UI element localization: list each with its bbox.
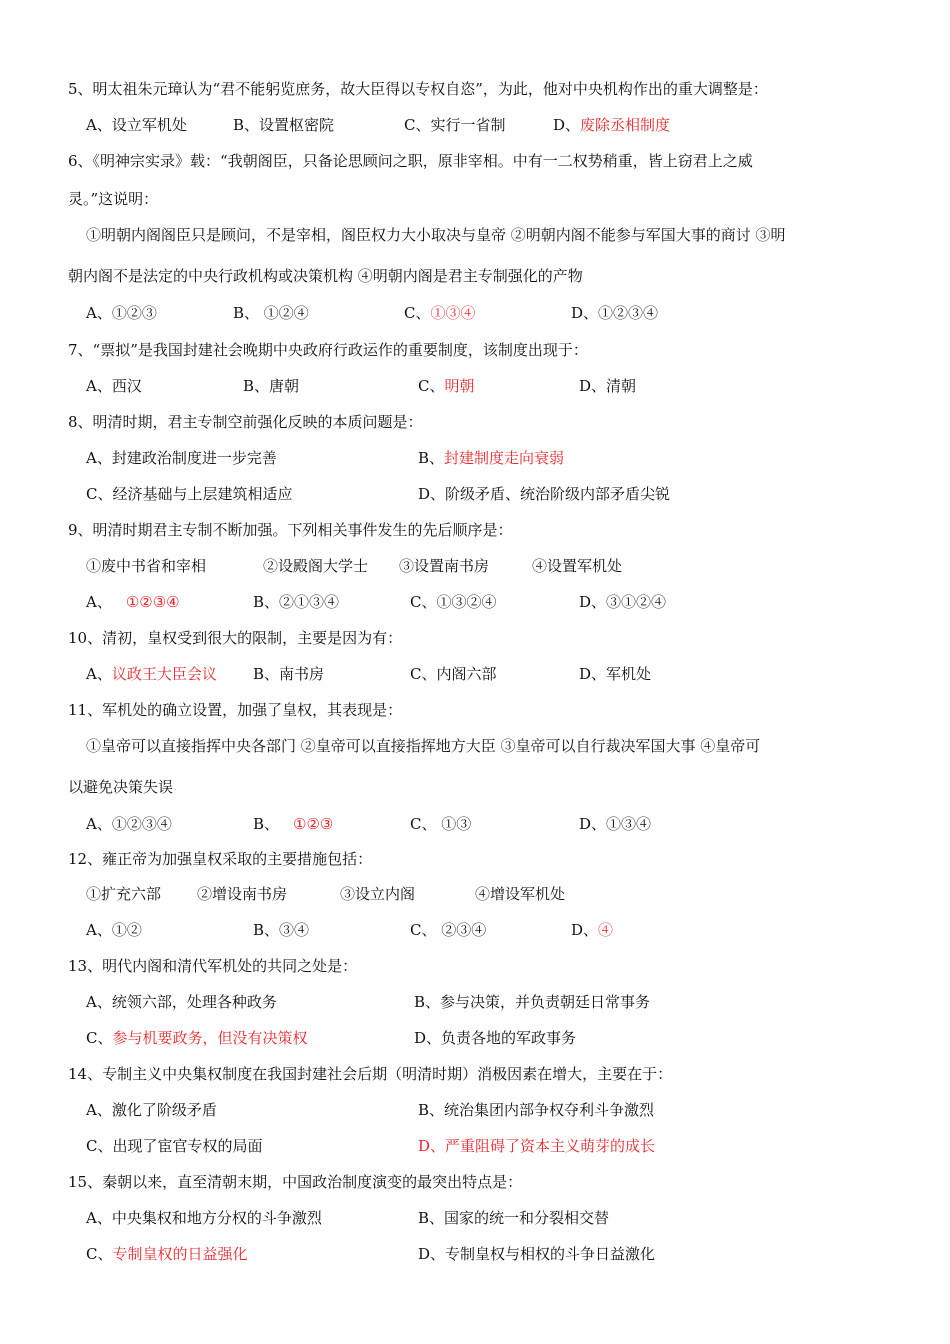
question-11-stem: 11、军机处的确立设置，加强了皇权，其表现是：	[68, 701, 403, 719]
question-5-stem: 5、明太祖朱元璋认为“君不能躬览庶务，故大臣得以专权自恣”，为此，他对中央机构作出的重大调整是：	[68, 80, 768, 98]
option-c-letter: C、	[86, 1245, 113, 1263]
option-b: B、南书房	[253, 665, 325, 683]
option-a: A、西汉	[86, 377, 142, 395]
question-15-stem: 15、秦朝以来，直至清朝末期，中国政治制度演变的最突出特点是：	[68, 1173, 523, 1191]
option-c-letter: C、	[418, 377, 445, 395]
option-b-letter: B、	[253, 815, 280, 833]
option-b-answer	[253, 813, 333, 835]
option-a: A、激化了阶级矛盾	[86, 1101, 217, 1119]
option-d: D、军机处	[579, 665, 652, 683]
option-a: A、统领六部，处理各种政务	[86, 993, 277, 1011]
item-1: ①废中书省和宰相	[86, 557, 207, 575]
option-c: C、出现了宦官专权的局面	[86, 1137, 263, 1155]
answer-text: ①②③④	[125, 593, 180, 611]
answer-text: 封建制度走向衰弱	[444, 449, 565, 467]
option-a-letter: A、	[86, 593, 112, 611]
option-c-letter: C、	[86, 1029, 113, 1047]
option-d-answer	[553, 114, 670, 136]
option-c-letter: C、	[404, 304, 431, 322]
option-a-answer	[86, 663, 217, 685]
item-3: ③设置南书房	[399, 557, 490, 575]
option-d-letter: D、	[553, 116, 581, 134]
answer-text: 废除丞相制度	[580, 116, 671, 134]
question-6-items: ①明朝内阁阁臣只是顾问，不是宰相，阁臣权力大小取决与皇帝 ②明朝内阁不能参与军国大事的商讨 ③明	[86, 226, 786, 244]
option-a: A、①②③	[86, 304, 157, 322]
option-a-answer	[86, 591, 180, 613]
question-6-items-cont: 朝内阁不是法定的中央行政机构或决策机构 ④明朝内阁是君主专制强化的产物	[68, 267, 583, 285]
option-d: D、①②③④	[571, 304, 659, 322]
option-d: D、阶级矛盾、统治阶级内部矛盾尖锐	[418, 485, 671, 503]
answer-text: 议政王大臣会议	[111, 665, 217, 683]
answer-text: ④	[598, 921, 614, 939]
option-d-answer	[571, 919, 613, 941]
option-a: A、①②	[86, 921, 142, 939]
answer-text: ①②③	[293, 815, 334, 833]
option-d: D、清朝	[579, 377, 637, 395]
item-2: ②增设南书房	[197, 885, 288, 903]
option-a: A、封建政治制度进一步完善	[86, 449, 277, 467]
option-b: B、国家的统一和分裂相交替	[418, 1209, 610, 1227]
option-c: C、 ①③	[410, 815, 472, 833]
option-c: C、实行一省制	[404, 116, 506, 134]
question-7-stem: 7、“票拟”是我国封建社会晚期中央政府行政运作的重要制度，该制度出现于：	[68, 341, 588, 359]
answer-text: 参与机要政务，但没有决策权	[112, 1029, 308, 1047]
answer-text: 专制皇权的日益强化	[112, 1245, 248, 1263]
option-b: B、设置枢密院	[233, 116, 335, 134]
option-c: C、经济基础与上层建筑相适应	[86, 485, 293, 503]
option-c-answer	[418, 375, 475, 397]
option-c-answer	[404, 302, 476, 324]
option-c: C、 ②③④	[410, 921, 487, 939]
option-c-answer	[86, 1243, 248, 1265]
option-d: D、③①②④	[579, 593, 667, 611]
option-b: B、统治集团内部争权夺利斗争激烈	[418, 1101, 655, 1119]
option-b: B、唐朝	[243, 377, 300, 395]
option-d-letter: D、	[571, 921, 599, 939]
question-6-stem: 6、《明神宗实录》载：“我朝阁臣，只备论思顾问之职，原非宰相。中有一二权势稍重，皆上窃君上之威	[68, 152, 753, 170]
option-d: D、①③④	[579, 815, 652, 833]
option-d-answer: D、严重阻碍了资本主义萌芽的成长	[418, 1137, 656, 1155]
question-10-stem: 10、清初，皇权受到很大的限制，主要是因为有：	[68, 629, 403, 647]
option-c-answer	[86, 1027, 308, 1049]
question-11-items: ①皇帝可以直接指挥中央各部门 ②皇帝可以直接指挥地方大臣 ③皇帝可以自行裁决军国大事 ④皇帝可	[86, 737, 761, 755]
option-a: A、设立军机处	[86, 116, 187, 134]
option-a: A、①②③④	[86, 815, 172, 833]
answer-text: ①③④	[430, 304, 476, 322]
option-a: A、中央集权和地方分权的斗争激烈	[86, 1209, 322, 1227]
option-b: B、 ①②④	[233, 304, 309, 322]
item-1: ①扩充六部	[86, 885, 162, 903]
question-14-stem: 14、专制主义中央集权制度在我国封建社会后期（明清时期）消极因素在增大，主要在于：	[68, 1065, 673, 1083]
option-b-letter: B、	[418, 449, 445, 467]
question-12-stem: 12、雍正帝为加强皇权采取的主要措施包括：	[68, 850, 373, 868]
option-b-answer	[418, 447, 564, 469]
question-13-stem: 13、明代内阁和清代军机处的共同之处是：	[68, 957, 358, 975]
option-a-letter: A、	[86, 665, 112, 683]
option-b: B、参与决策，并负责朝廷日常事务	[414, 993, 651, 1011]
option-b: B、③④	[253, 921, 310, 939]
option-d: D、专制皇权与相权的斗争日益激化	[418, 1245, 656, 1263]
question-9-stem: 9、明清时期君主专制不断加强。下列相关事件发生的先后顺序是：	[68, 521, 513, 539]
question-6-stem-cont: 灵。”这说明：	[68, 190, 159, 208]
question-11-items-cont: 以避免决策失误	[68, 778, 174, 796]
item-2: ②设殿阁大学士	[263, 557, 369, 575]
option-b: B、②①③④	[253, 593, 340, 611]
option-c: C、内阁六部	[410, 665, 497, 683]
item-4: ④设置军机处	[532, 557, 623, 575]
item-4: ④增设军机处	[475, 885, 566, 903]
item-3: ③设立内阁	[340, 885, 416, 903]
answer-text: 明朝	[444, 377, 475, 395]
option-d: D、负责各地的军政事务	[414, 1029, 577, 1047]
question-8-stem: 8、明清时期，君主专制空前强化反映的本质问题是：	[68, 413, 423, 431]
option-c: C、①③②④	[410, 593, 497, 611]
